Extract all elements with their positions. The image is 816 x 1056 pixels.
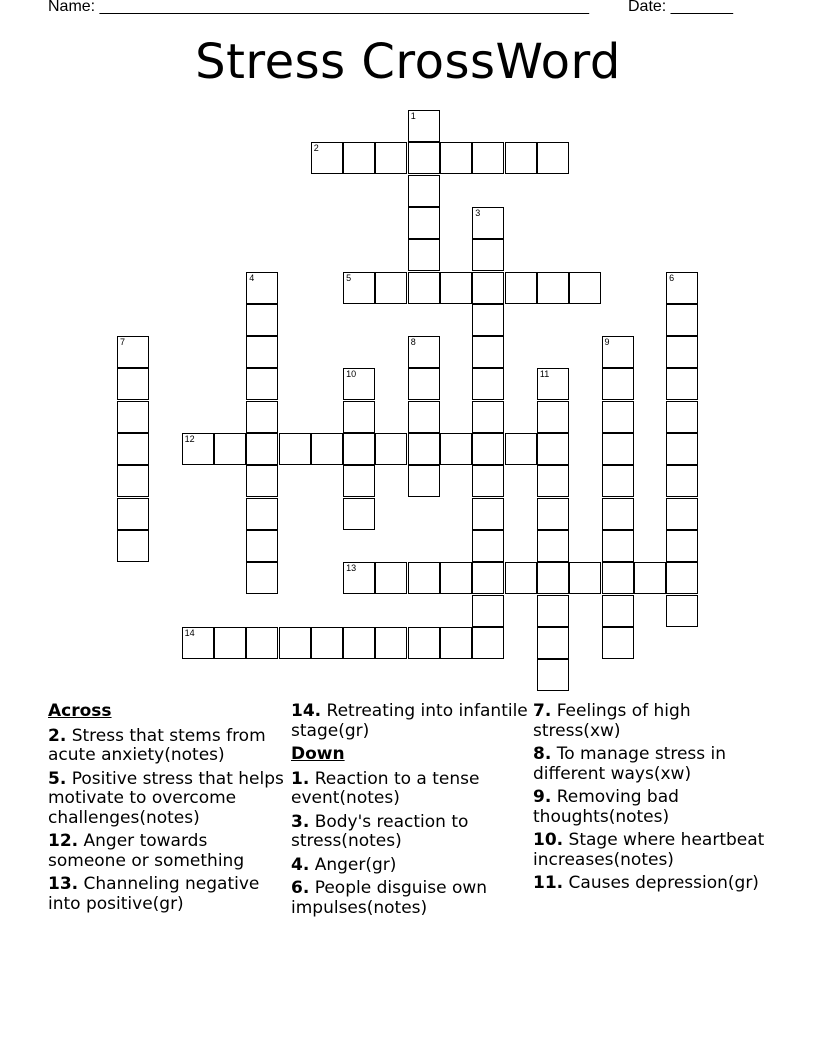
grid-cell [666,304,698,336]
grid-cell [602,627,634,659]
grid-cell [246,368,278,400]
grid-cell [117,336,149,368]
grid-cell [375,433,407,465]
grid-cell [666,595,698,627]
grid-cell [440,272,472,304]
grid-cell [408,175,440,207]
grid-cell [666,562,698,594]
grid-cell [666,498,698,530]
grid-cell [602,530,634,562]
grid-cell [602,498,634,530]
grid-cell [602,433,634,465]
grid-cell [537,627,569,659]
page-title: Stress CrossWord [195,34,621,90]
grid-cell [602,401,634,433]
grid-cell [666,368,698,400]
name-line: Name: _______________________________________________________ [48,0,589,15]
date-line: Date: _______ [628,0,733,15]
grid-cell [408,207,440,239]
across-clue: 14. Retreating into infantile stage(gr) [291,701,528,741]
grid-cell [602,368,634,400]
grid-cell [343,142,375,174]
clue-number: 2 [313,143,319,154]
grid-cell [246,465,278,497]
grid-cell [246,530,278,562]
grid-cell [666,272,698,304]
grid-cell [408,239,440,271]
grid-cell [343,498,375,530]
grid-cell [537,498,569,530]
grid-cell [666,465,698,497]
down-clue: 7. Feelings of high stress(xw) [533,701,691,741]
grid-cell [408,336,440,368]
grid-cell [472,627,504,659]
grid-cell [505,142,537,174]
grid-cell [569,272,601,304]
clue-number: 14 [184,627,195,638]
down-clue: 1. Reaction to a tense event(notes) [291,768,480,808]
clues-column-3 [533,702,773,898]
clue-number: 13 [346,563,357,574]
grid-cell [246,336,278,368]
clue-number: 1 [410,111,416,121]
grid-cell [408,110,440,142]
grid-cell [472,304,504,336]
grid-cell [537,433,569,465]
grid-cell [375,272,407,304]
grid-cell [537,659,569,691]
grid-cell [246,498,278,530]
across-clue: 2. Stress that stems from acute anxiety(notes) [48,725,266,765]
grid-cell [246,627,278,659]
grid-cell [408,368,440,400]
grid-cell [569,562,601,594]
down-clue: 11. Causes depression(gr) [533,873,759,893]
grid-cell [182,433,214,465]
clue-number: 10 [346,369,357,380]
across-clue: 12. Anger towards someone or something [48,831,245,871]
grid-cell [117,498,149,530]
grid-cell [246,272,278,304]
clue-number: 4 [249,272,255,283]
grid-cell [666,401,698,433]
grid-cell [214,627,246,659]
clue-number: 8 [410,337,416,348]
grid-cell [311,627,343,659]
grid-cell [375,142,407,174]
grid-cell [472,207,504,239]
grid-cell [472,336,504,368]
grid-cell [602,562,634,594]
grid-cell [537,530,569,562]
grid-cell [343,562,375,594]
grid-cell [602,595,634,627]
grid-cell [408,272,440,304]
grid-cell [505,562,537,594]
grid-cell [537,465,569,497]
grid-cell [472,401,504,433]
grid-cell [117,401,149,433]
grid-cell [537,562,569,594]
grid-cell [472,239,504,271]
grid-cell [602,336,634,368]
grid-cell [602,465,634,497]
grid-cell [440,627,472,659]
grid-cell [440,142,472,174]
grid-cell [537,401,569,433]
grid-cell [311,142,343,174]
grid-cell [472,465,504,497]
grid-cell [666,530,698,562]
grid-cell [375,627,407,659]
grid-cell [408,142,440,174]
grid-cell [182,627,214,659]
grid-cell [343,465,375,497]
clue-number: 9 [604,337,610,348]
grid-cell [440,433,472,465]
grid-cell [472,433,504,465]
grid-cell [117,465,149,497]
grid-cell [375,562,407,594]
clue-number: 3 [475,207,481,218]
clues-column-1 [48,702,288,918]
down-clue: 10. Stage where heartbeat increases(notes) [533,830,765,870]
grid-cell [343,368,375,400]
grid-cell [505,433,537,465]
across-clue: 13. Channeling negative into positive(gr) [48,874,260,914]
grid-cell [666,433,698,465]
clue-number: 11 [539,369,550,380]
clue-number: 6 [669,272,675,283]
grid-cell [311,433,343,465]
clue-number: 7 [120,337,126,348]
grid-cell [408,562,440,594]
down-clue: 3. Body's reaction to stress(notes) [291,811,469,851]
down-heading: Down [291,744,345,764]
down-clue: 4. Anger(gr) [291,854,397,875]
down-clue: 6. People disguise own impulses(notes) [291,878,488,918]
grid-cell [472,498,504,530]
grid-cell [343,627,375,659]
grid-cell [472,142,504,174]
grid-cell [343,401,375,433]
grid-cell [246,401,278,433]
grid-cell [537,595,569,627]
grid-cell [505,272,537,304]
clues-column-2 [291,702,531,922]
clue-number: 12 [184,434,195,444]
grid-cell [537,142,569,174]
grid-cell [537,368,569,400]
grid-cell [214,433,246,465]
grid-cell [246,304,278,336]
grid-cell [472,562,504,594]
across-heading: Across [48,701,112,721]
grid-cell [246,562,278,594]
down-clue: 9. Removing bad thoughts(notes) [533,787,679,827]
down-clue: 8. To manage stress in different ways(xw) [533,744,727,784]
clue-number: 5 [346,272,352,283]
grid-cell [408,627,440,659]
grid-cell [472,272,504,304]
grid-cell [472,530,504,562]
grid-cell [472,595,504,627]
grid-cell [440,562,472,594]
grid-cell [408,465,440,497]
across-clue: 5. Positive stress that helps motivate to overcome challenges(notes) [48,768,284,828]
grid-cell [279,627,311,659]
grid-cell [117,368,149,400]
grid-cell [279,433,311,465]
grid-cell [246,433,278,465]
grid-cell [408,401,440,433]
grid-cell [343,433,375,465]
grid-cell [537,272,569,304]
grid-cell [117,433,149,465]
grid-cell [117,530,149,562]
grid-cell [634,562,666,594]
grid-cell [472,368,504,400]
grid-cell [666,336,698,368]
grid-cell [343,272,375,304]
grid-cell [408,433,440,465]
